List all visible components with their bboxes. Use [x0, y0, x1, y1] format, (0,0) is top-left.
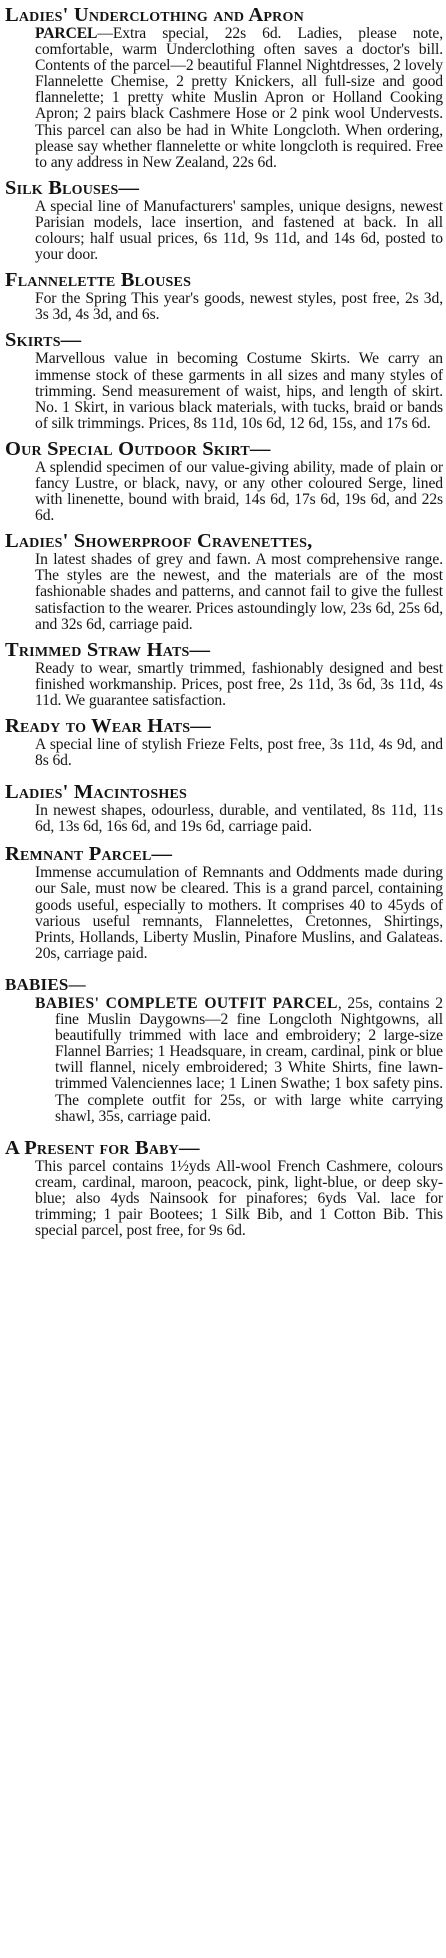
section-ready-to-wear-hats — [5, 715, 443, 769]
section-body: A splendid specimen of our value-giving ability, made of plain or fancy Lustre, or black, navy, or any other coloured Serge, lined with linenette, bound with braid, 14s 6d, 17s 6d, 19s 6d, and 22s 6d. — [35, 458, 443, 525]
section-macintoshes — [5, 781, 443, 835]
section-silk-blouses — [5, 177, 443, 263]
section-heading: Trimmed Straw Hats— — [5, 638, 211, 661]
section-body: In latest shades of grey and fawn. A most comprehensive range. The styles are the newest, and the materials are of the most fashionable shades and patterns, and cannot fail to give the fullest satisfaction to the wearer. Prices astoundingly low, 23s 6d, 25s 6d, and 32s 6d, carriage paid. — [35, 551, 443, 633]
section-showerproof-cravenettes — [5, 530, 443, 632]
section-present-for-baby — [5, 1137, 443, 1239]
section-heading: Ready to Wear Hats— — [5, 715, 211, 737]
section-body: For the Spring This year's goods, newest styles, post free, 2s 3d, 3s 3d, 4s 3d, and 6s. — [35, 290, 443, 324]
section-flannelette-blouses — [5, 269, 443, 323]
section-lead: PARCEL — [35, 25, 98, 42]
section-heading: Flannelette Blouses — [5, 269, 192, 292]
section-babies — [5, 974, 443, 1125]
section-body: A special line of Manufacturers' samples, unique designs, newest Parisian models, lace insertion, and fastened at back. In all colours; half usual prices, 6s 11d, 9s 11d, and 14s 6d, posted to your door. — [35, 197, 443, 264]
section-skirts — [5, 329, 443, 431]
section-heading: Ladies' Macintoshes — [5, 781, 187, 804]
section-heading: Ladies' Showerproof Cravenettes, — [5, 530, 313, 553]
section-heading: Remnant Parcel— — [5, 843, 173, 866]
section-body: This parcel contains 1½yds All-wool French Cashmere, colours cream, cardinal, maroon, peacock, pink, light-blue, or deep sky-blue; also 4yds Nainsook for pinafores; 6yds Val. lace for trimming; 1 pair Bootees; 1 Silk Bib, and 1 Cotton Bib. This special parcel, post free, for 9s 6d. — [35, 1157, 443, 1240]
section-heading: Silk Blouses— — [5, 176, 140, 199]
section-body: BABIES' COMPLETE OUTFIT PARCEL, 25s, contains 2 fine Muslin Daygowns—2 fine Longcloth Nightgowns, all beautifully trimmed with lace and embroidery; 2 large-size Flannel Barries; 1 Headsquare, in cream, cardinal, pink or blue twill flannel, nicely embroidered; 3 White Shirts, fine lawn-trimmed Valenciennes lace; 1 Linen Swathe; 1 box safety pins. The complete outfit for 25s, or with large white carrying shawl, 35s, carriage paid. — [35, 994, 443, 1125]
section-heading: BABIES— — [5, 974, 86, 994]
section-heading: Skirts— — [5, 329, 82, 352]
section-heading: Our Special Outdoor Skirt— — [5, 437, 271, 460]
section-body: PARCEL—Extra special, 22s 6d. Ladies, please note, comfortable, warm Underclothing often saves a doctor's bill. Contents of the parcel—2 beautiful Flannel Nightdresses, 2 lovely Flannelette Chemise, 2 pretty Knickers, all full-size and good flannelette; 1 pretty white Muslin Apron or Holland Cooking Apron; 2 pairs black Cashmere Hose or 2 pink wool Undervests. This parcel can also be had in White Longcloth. When ordering, please say whether flannelette or white longcloth is required. Free to any address in New Zealand, 22s 6d. — [35, 25, 443, 171]
section-heading: A Present for Baby— — [5, 1136, 200, 1159]
section-body: A special line of stylish Frieze Felts, post free, 3s 11d, 4s 9d, and 8s 6d. — [35, 736, 443, 770]
section-body: Marvellous value in becoming Costume Skirts. We carry an immense stock of these garments in all sizes and many styles of trimming. Send measurement of waist, hips, and length of skirt. No. 1 Skirt, in various black materials, with tucks, braid or bands of silk trimmings. Prices, 8s 11d, 10s 6d, 12 6d, 15s, and 17s 6d. — [35, 350, 443, 432]
section-underclothing-parcel — [5, 4, 443, 171]
section-heading: Ladies' Underclothing and Apron — [5, 4, 304, 26]
section-remnant-parcel — [5, 843, 443, 962]
section-outdoor-skirt — [5, 438, 443, 524]
advert-column — [5, 4, 443, 1239]
section-body: In newest shapes, odourless, durable, and ventilated, 8s 11d, 11s 6d, 13s 6d, 16s 6d, and 19s 6d, carriage paid. — [35, 802, 443, 836]
section-body: Immense accumulation of Remnants and Oddments made during our Sale, must now be cleared. This is a grand parcel, containing goods useful, especially to mothers. It comprises 40 to 45yds of various useful remnants, Flannelettes, Cretonnes, Shirtings, Prints, Hollands, Liberty Muslin, Pinafore Muslins, and Galateas. 20s, carriage paid. — [35, 864, 443, 962]
section-body: Ready to wear, smartly trimmed, fashionably designed and best finished workmanship. Prices, post free, 2s 11d, 3s 6d, 3s 11d, 4s 11d. We guarantee satisfaction. — [35, 659, 443, 709]
section-trimmed-straw-hats — [5, 639, 443, 709]
section-lead: BABIES' COMPLETE OUTFIT PARCEL — [35, 994, 338, 1012]
